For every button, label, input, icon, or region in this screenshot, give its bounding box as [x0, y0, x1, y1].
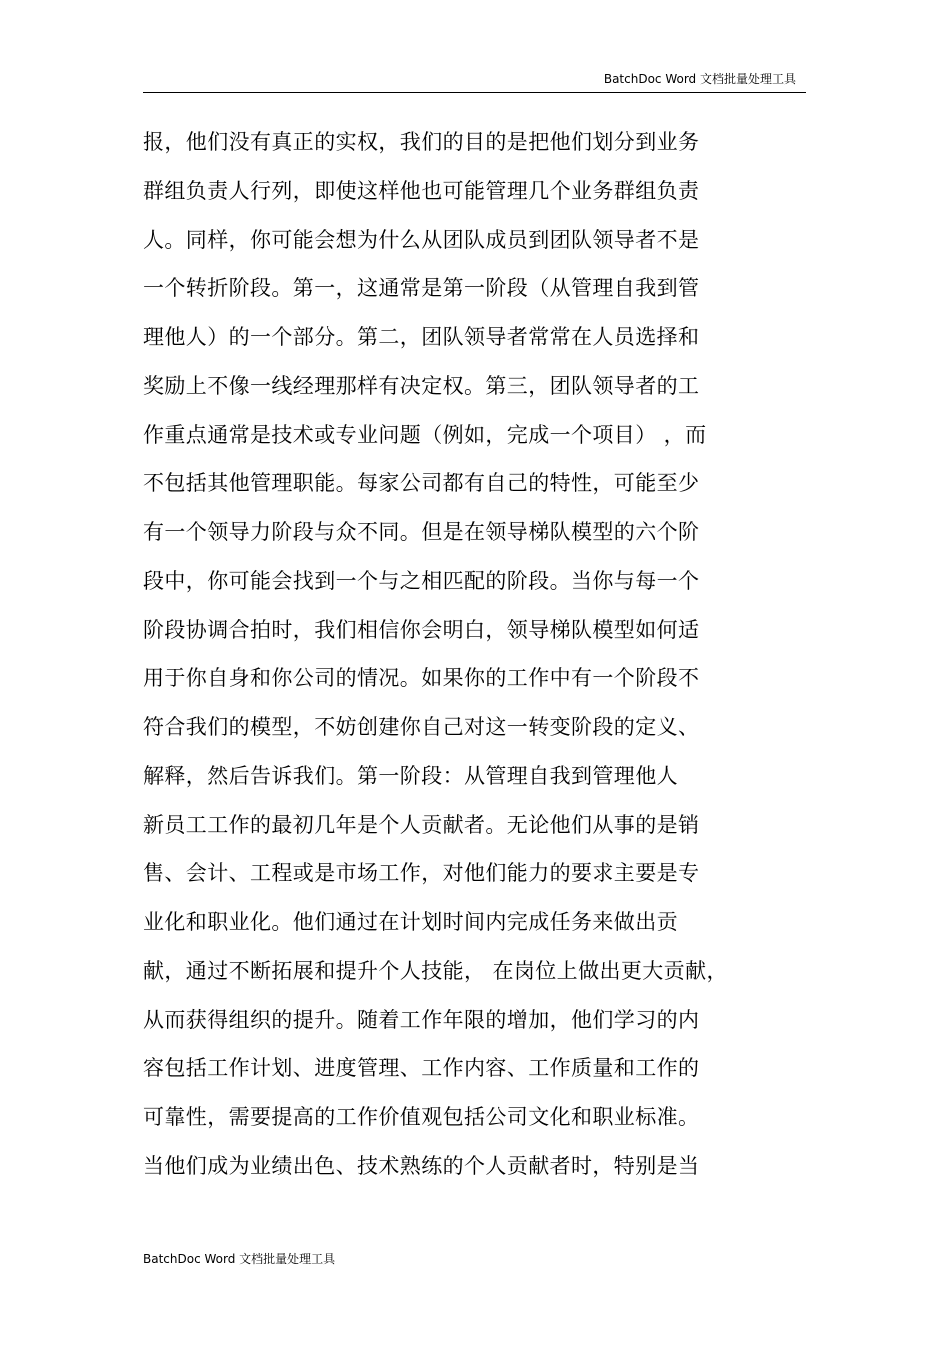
text-line: 符合我们的模型，不妨创建你自己对这一转变阶段的定义、	[143, 715, 700, 739]
text-line: 一个转折阶段。第一，这通常是第一阶段（从管理自我到管	[143, 276, 700, 301]
text-line: 从而获得组织的提升。随着工作年限的增加，他们学习的内	[143, 1007, 700, 1032]
text-line: 群组负责人行列，即使这样他也可能管理几个业务群组负责	[143, 178, 700, 203]
text-line: 业化和职业化。他们通过在计划时间内完成任务来做出贡	[143, 910, 678, 934]
text-line: 报，他们没有真正的实权，我们的目的是把他们划分到业务	[143, 130, 700, 154]
text-line: 阶段协调合拍时，我们相信你会明白，领导梯队模型如何适	[143, 617, 700, 642]
text-line: 有一个领导力阶段与众不同。但是在领导梯队模型的六个阶	[143, 520, 700, 544]
page-header	[143, 70, 806, 93]
text-line: 当他们成为业绩出色、技术熟练的个人贡献者时，特别是当	[143, 1153, 700, 1178]
text-line: 解释，然后告诉我们。第一阶段：从管理自我到管理他人	[143, 763, 678, 788]
footer-text: BatchDoc Word 文档批量处理工具	[143, 1252, 336, 1266]
text-line: 理他人）的一个部分。第二，团队领导者常常在人员选择和	[143, 325, 700, 349]
text-line: 作重点通常是技术或专业问题（例如，完成一个项目） ，而	[143, 422, 707, 447]
text-line: 奖励上不像一线经理那样有决定权。第三，团队领导者的工	[143, 373, 700, 398]
text-line: 人。同样，你可能会想为什么从团队成员到团队领导者不是	[143, 227, 700, 252]
text-line: 售、会计、工程或是市场工作，对他们能力的要求主要是专	[143, 861, 700, 886]
page-footer	[143, 1250, 335, 1268]
text-line: 段中，你可能会找到一个与之相匹配的阶段。当你与每一个	[143, 568, 700, 593]
text-line: 新员工工作的最初几年是个人贡献者。无论他们从事的是销	[143, 812, 700, 837]
text-line: 可靠性，需要提高的工作价值观包括公司文化和职业标准。	[143, 1105, 700, 1129]
text-line: 献，通过不断拓展和提升个人技能， 在岗位上做出更大贡献，	[143, 958, 728, 983]
document-body	[143, 118, 823, 1191]
header-text: BatchDoc Word 文档批量处理工具	[603, 72, 796, 86]
text-line: 不包括其他管理职能。每家公司都有自己的特性，可能至少	[143, 471, 700, 496]
text-line: 容包括工作计划、进度管理、工作内容、工作质量和工作的	[143, 1056, 700, 1081]
text-line: 用于你自身和你公司的情况。如果你的工作中有一个阶段不	[143, 666, 700, 691]
